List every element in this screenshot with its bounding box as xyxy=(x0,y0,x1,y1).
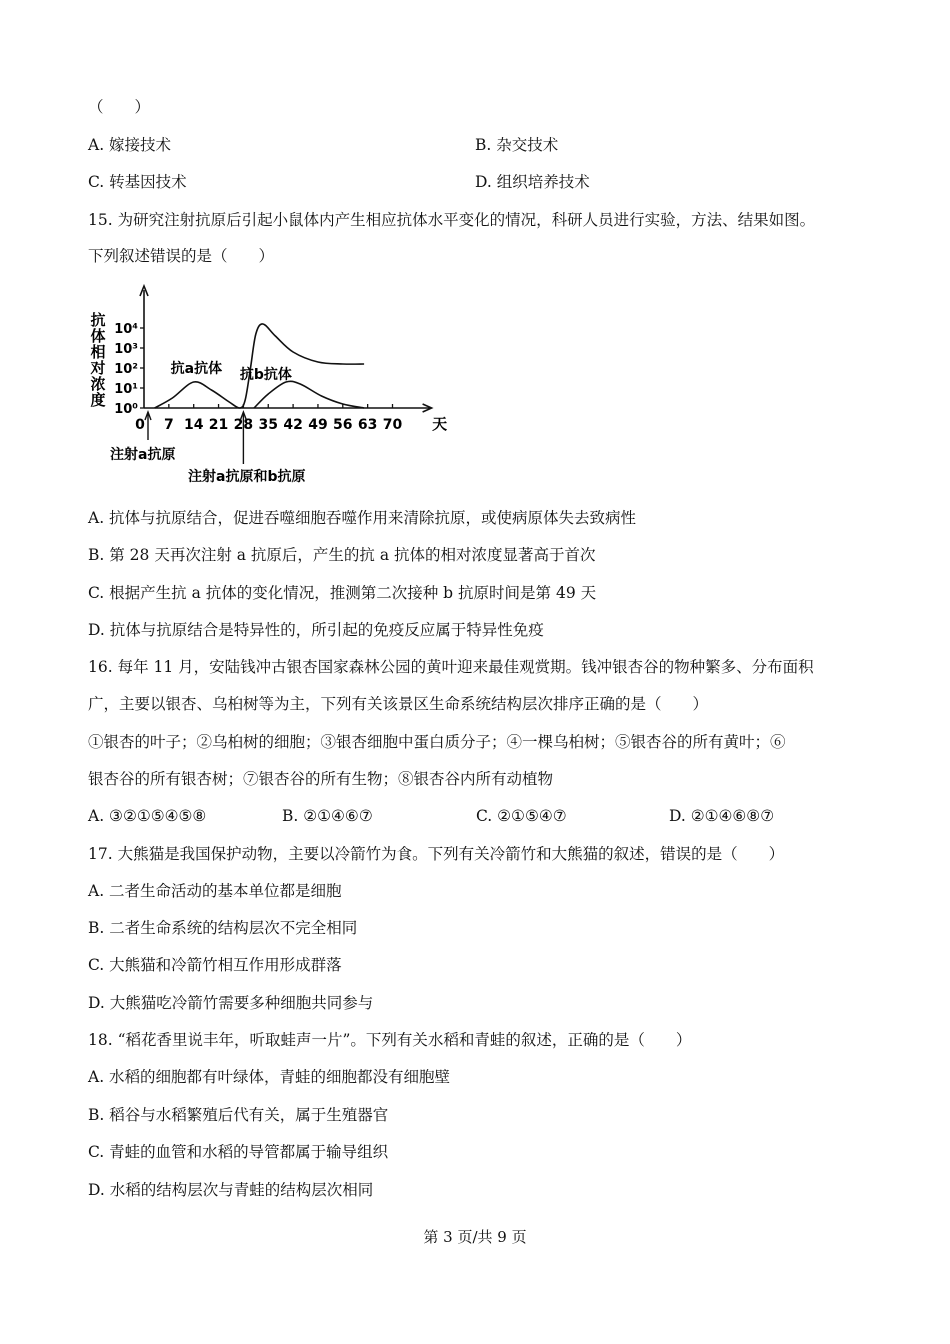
q17-stem: 17. 大熊猫是我国保护动物，主要以冷箭竹为食。下列有关冷箭竹和大熊猫的叙述，错误的是（ ） xyxy=(88,845,785,863)
page-footer: 第 3 页/共 9 页 xyxy=(423,1228,527,1246)
q15-option-c: C. 根据产生抗 a 抗体的变化情况，推测第二次接种 b 抗原时间是第 49 天 xyxy=(88,584,597,602)
series-label-anti-b: 抗b抗体 xyxy=(239,367,292,383)
chart-series xyxy=(155,324,364,408)
q14-option-a: A. 嫁接技术 xyxy=(88,136,172,154)
q17-option-c: C. 大熊猫和冷箭竹相互作用形成群落 xyxy=(88,956,342,974)
q16-list-line1: ①银杏的叶子；②乌桕树的细胞；③银杏细胞中蛋白质分子；④一棵乌桕树；⑤银杏谷的所有黄叶；⑥ xyxy=(88,733,786,751)
series-label-anti-a: 抗a抗体 xyxy=(170,361,223,377)
q14-option-d: D. 组织培养技术 xyxy=(475,173,590,191)
y-tick-label: 10³ xyxy=(114,342,138,357)
q15-option-d: D. 抗体与抗原结合是特异性的，所引起的免疫反应属于特异性免疫 xyxy=(88,621,544,639)
x-tick-label: 35 xyxy=(258,417,278,433)
q18-stem: 18. “稻花香里说丰年，听取蛙声一片”。下列有关水稻和青蛙的叙述，正确的是（ ） xyxy=(88,1031,692,1049)
q18-option-b: B. 稻谷与水稻繁殖后代有关，属于生殖器官 xyxy=(88,1106,389,1124)
q14-option-c: C. 转基因技术 xyxy=(88,173,187,191)
q18-option-d: D. 水稻的结构层次与青蛙的结构层次相同 xyxy=(88,1181,374,1199)
y-tick-label: 10⁰ xyxy=(114,402,138,417)
q18-option-a: A. 水稻的细胞都有叶绿体，青蛙的细胞都没有细胞壁 xyxy=(88,1068,451,1086)
chart-y-ticks xyxy=(114,322,144,417)
x-tick-label: 42 xyxy=(283,417,303,433)
q16-option-b: B. ②①④⑥⑦ xyxy=(282,807,373,825)
q18-option-c: C. 青蛙的血管和水稻的导管都属于输导组织 xyxy=(88,1143,389,1161)
annotation-ab-antigen: 注射a抗原和b抗原 xyxy=(188,469,306,485)
q16-stem-line2: 广，主要以银杏、乌桕树等为主，下列有关该景区生命系统结构层次排序正确的是（ ） xyxy=(88,695,709,713)
x-tick-label: 7 xyxy=(163,417,174,433)
x-tick-label: 28 xyxy=(233,417,254,433)
q14-stem-tail: （ ） xyxy=(88,98,151,116)
q15-stem-line2: 下列叙述错误的是（ ） xyxy=(88,247,275,265)
x-tick-label: 70 xyxy=(382,417,403,433)
series-line-anti-b xyxy=(254,381,364,408)
x-tick-label: 14 xyxy=(183,417,204,433)
q17-option-a: A. 二者生命活动的基本单位都是细胞 xyxy=(88,882,342,900)
q17-option-d: D. 大熊猫吃冷箭竹需要多种细胞共同参与 xyxy=(88,994,374,1012)
x-tick-label: 49 xyxy=(308,417,328,433)
q14-option-b: B. 杂交技术 xyxy=(475,136,559,154)
q16-option-c: C. ②①⑤④⑦ xyxy=(476,807,567,825)
chart-axes xyxy=(140,286,432,412)
annotation-a-antigen: 注射a抗原 xyxy=(110,447,176,463)
y-tick-label: 10¹ xyxy=(114,382,138,397)
q16-list-line2: 银杏谷的所有银杏树；⑦银杏谷的所有生物；⑧银杏谷内所有动植物 xyxy=(88,770,554,788)
q15-option-b: B. 第 28 天再次注射 a 抗原后，产生的抗 a 抗体的相对浓度显著高于首次 xyxy=(88,546,596,564)
antibody-chart xyxy=(84,282,448,487)
chart-ylabel xyxy=(89,311,105,409)
q16-option-d: D. ②①④⑥⑧⑦ xyxy=(669,807,775,825)
x-axis-label: 天 xyxy=(432,415,448,433)
x-tick-label: 21 xyxy=(208,417,229,433)
q15-stem-line1: 15. 为研究注射抗原后引起小鼠体内产生相应抗体水平变化的情况，科研人员进行实验，方法、结果如图。 xyxy=(88,211,816,229)
y-axis-label: 抗体相对浓度 xyxy=(90,311,106,409)
q16-option-a: A. ③②①⑤④⑤⑧ xyxy=(88,807,207,825)
x-tick-label: 56 xyxy=(333,417,353,433)
q16-stem-line1: 16. 每年 11 月，安陆钱冲古银杏国家森林公园的黄叶迎来最佳观赏期。钱冲银杏谷的物种繁多、分布面积 xyxy=(88,658,814,676)
x-tick-label: 0 xyxy=(135,417,145,433)
x-tick-label: 63 xyxy=(357,417,378,433)
y-tick-label: 10⁴ xyxy=(114,322,138,337)
y-tick-label: 10² xyxy=(114,362,138,377)
q17-option-b: B. 二者生命系统的结构层次不完全相同 xyxy=(88,919,358,937)
q15-option-a: A. 抗体与抗原结合，促进吞噬细胞吞噬作用来清除抗原，或使病原体失去致病性 xyxy=(88,509,637,527)
